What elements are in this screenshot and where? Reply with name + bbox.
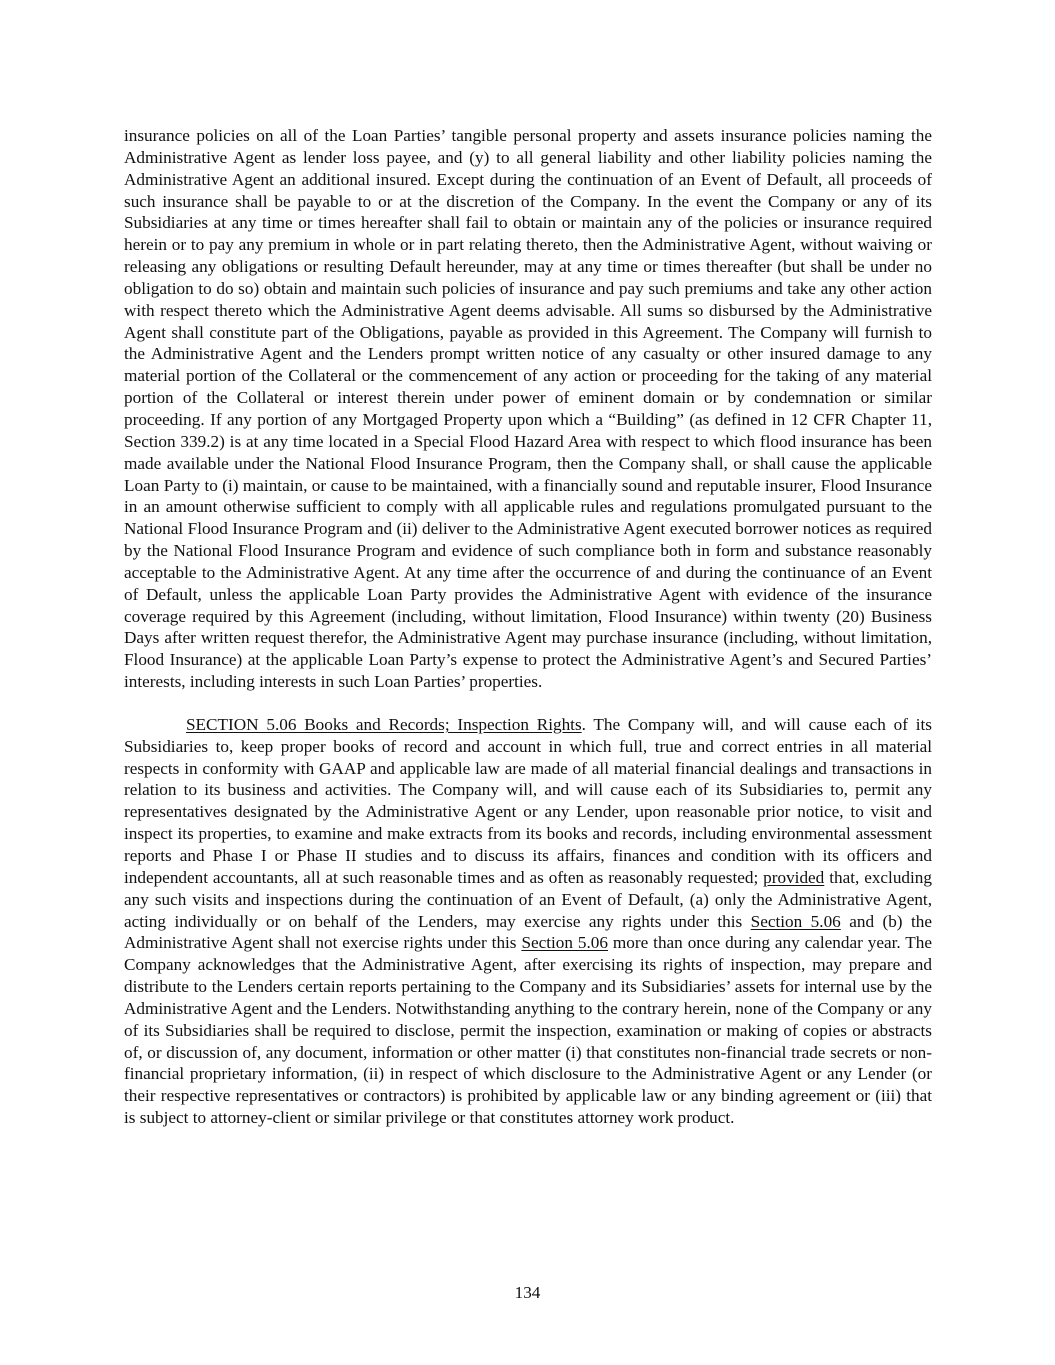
section-5-06-text-b: that, excluding any such visits and inspections during the continuation of an Event of Default, (a) only the Administrative Agent, acting individually or on behalf of the Lenders, may exercise any rights under this — [124, 867, 932, 931]
page-number: 134 — [514, 1283, 541, 1302]
document-body — [124, 125, 932, 1129]
section-5-06-reference: Section 5.06 — [750, 911, 841, 931]
insurance-paragraph-text: insurance policies on all of the Loan Parties’ tangible personal property and assets insurance policies naming the Administrative Agent as lender loss payee, and (y) to all general liability and other liability policies naming the Administrative Agent an additional insured. Except during the continuation of an Event of Default, all proceeds of such insurance shall be payable to or at the discretion of the Company. In the event the Company or any of its Subsidiaries at any time or times hereafter shall fail to obtain or maintain any of the policies or insurance required herein or to pay any premium in whole or in part relating thereto, then the Administrative Agent, without waiving or releasing any obligations or resulting Default hereunder, may at any time or times thereafter (but shall be under no obligation to do so) obtain and maintain such policies of insurance and pay such premiums and take any other action with respect thereto which the Administrative Agent deems advisable. All sums so disbursed by the Administrative Agent shall constitute part of the Obligations, payable as provided in this Agreement. The Company will furnish to the Administrative Agent and the Lenders prompt written notice of any casualty or other insured damage to any material portion of the Collateral or the commencement of any action or proceeding for the taking of any material portion of the Collateral or interest therein under power of eminent domain or by condemnation or similar proceeding. If any portion of any Mortgaged Property upon which a “Building” (as defined in 12 CFR Chapter 11, Section 339.2) is at any time located in a Special Flood Hazard Area with respect to which flood insurance has been made available under the National Flood Insurance Program, then the Company shall, or shall cause the applicable Loan Party to (i) maintain, or cause to be maintained, with a financially sound and reputable insurer, Flood Insurance in an amount otherwise sufficient to comply with all applicable rules and regulations promulgated pursuant to the National Flood Insurance Program and (ii) deliver to the Administrative Agent executed borrower notices as required by the National Flood Insurance Program and evidence of such compliance both in form and substance reasonably acceptable to the Administrative Agent. At any time after the occurrence of and during the continuance of an Event of Default, unless the applicable Loan Party provides the Administrative Agent with evidence of the insurance coverage required by this Agreement (including, without limitation, Flood Insurance) within twenty (20) Business Days after written request therefor, the Administrative Agent may purchase insurance (including, without limitation, Flood Insurance) at the applicable Loan Party’s expense to protect the Administrative Agent’s and Secured Parties’ interests, including interests in such Loan Parties’ properties. — [124, 126, 932, 692]
section-5-06-text-d: more than once during any calendar year. The Company acknowledges that the Administrative Agent, after exercising its rights of inspection, may prepare and distribute to the Lenders certain reports pertaining to the Company and its Subsidiaries’ assets for internal use by the Administrative Agent and the Lenders. Notwithstanding anything to the contrary herein, none of the Company or any of its Subsidiaries shall be required to disclose, permit the inspection, examination or making of copies or abstracts of, or discussion of, any document, information or other matter (i) that constitutes non-financial trade secrets or non-financial proprietary information, (ii) in respect of which disclosure to the Administrative Agent or any Lender (or their respective representatives or contractors) is prohibited by applicable law or any binding agreement or (iii) that is subject to attorney-client or similar privilege or that constitutes attorney work product. — [124, 933, 933, 1128]
insurance-paragraph — [124, 125, 932, 693]
section-5-06-text-a: . The Company will, and will cause each of its Subsidiaries to, keep proper books of record and account in which full, true and correct entries in all material respects in conformity with GAAP and applicable law are made of all material financial dealings and transactions in relation to its business and activities. The Company will, and will cause each of its Subsidiaries to, permit any representatives designated by the Administrative Agent or any Lender, upon reasonable prior notice, to visit and inspect its properties, to examine and make extracts from its books and records, including environmental assessment reports and Phase I or Phase II studies and to discuss its affairs, finances and condition with its officers and independent accountants, all at such reasonable times and as often as reasonably requested; — [124, 714, 932, 887]
section-5-06-paragraph — [124, 714, 932, 1129]
section-5-06-text-c: and (b) the Administrative Agent shall not exercise rights under this — [124, 911, 932, 953]
section-5-06-heading: SECTION 5.06 Books and Records; Inspection Rights — [186, 714, 582, 734]
provided-term: provided — [763, 867, 825, 887]
section-5-06-reference: Section 5.06 — [521, 933, 608, 953]
